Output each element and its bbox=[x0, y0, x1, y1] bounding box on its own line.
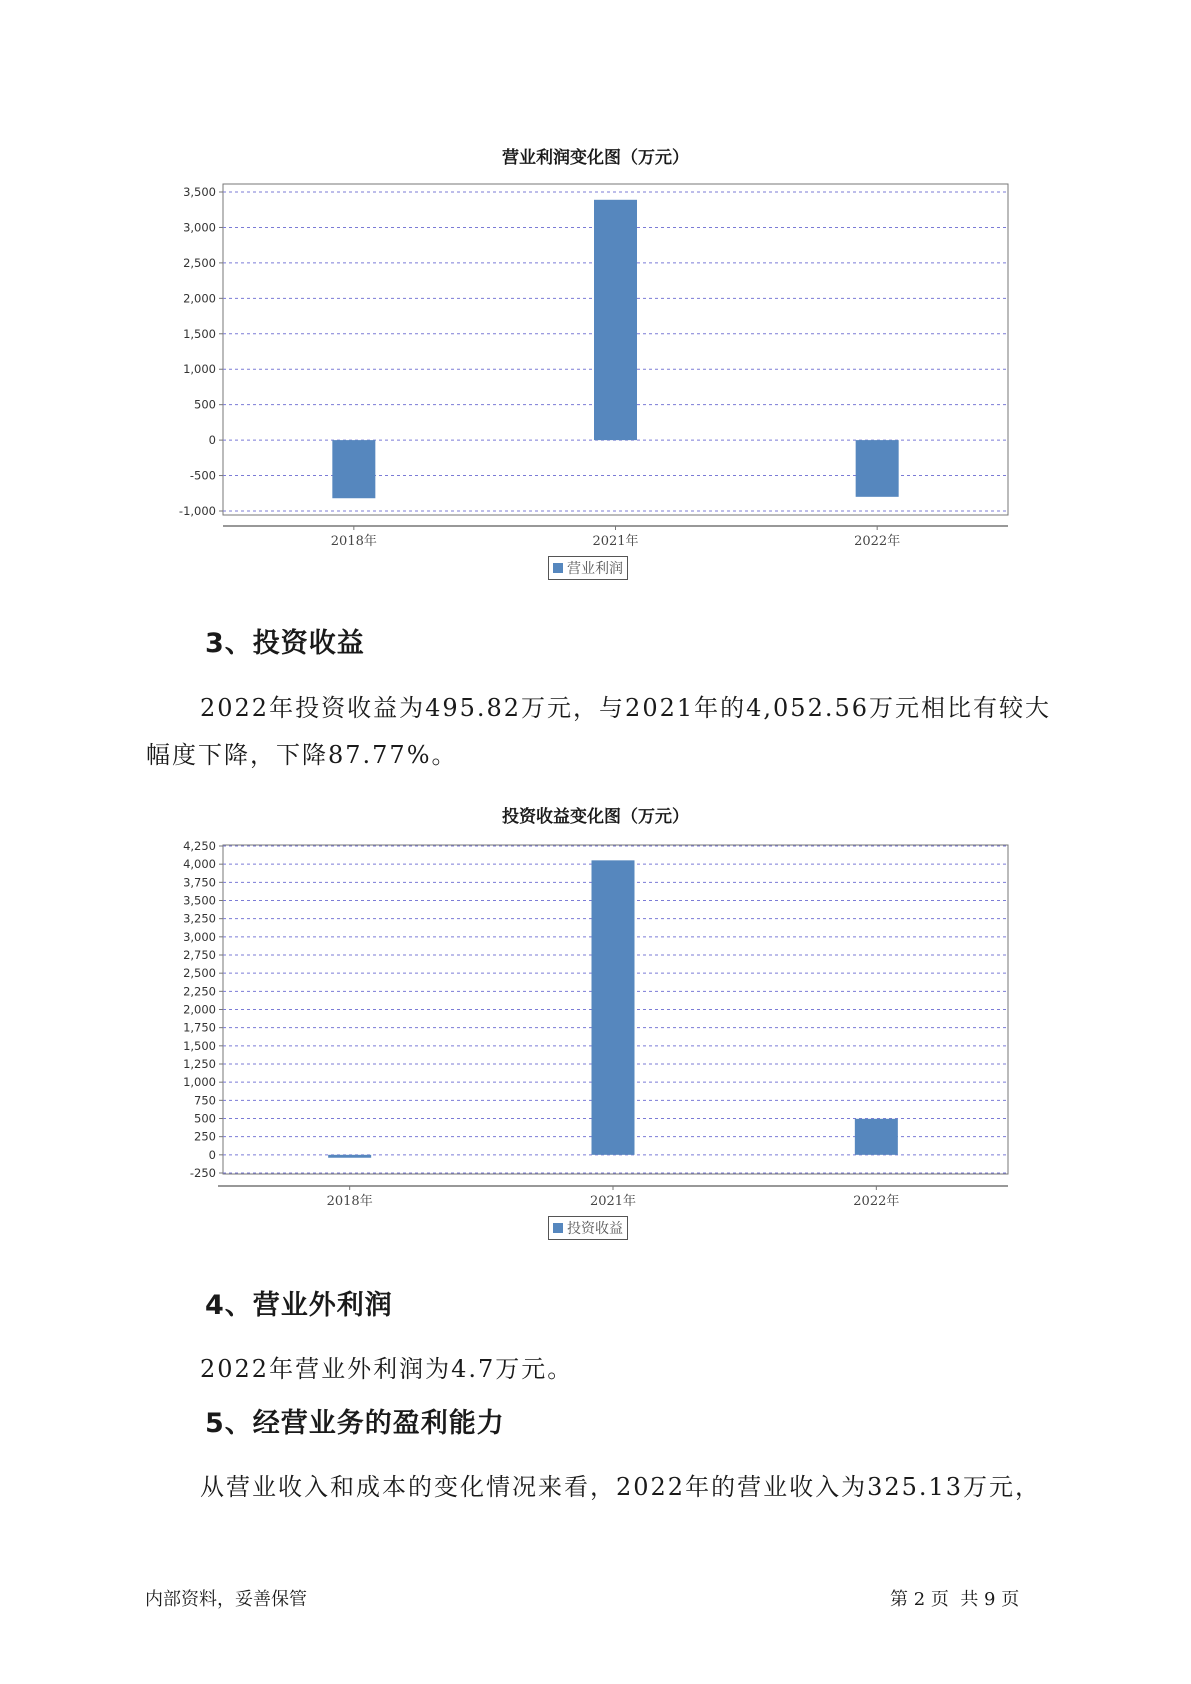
x-tick-label: 2021年 bbox=[592, 534, 639, 549]
y-tick-label: 1,000 bbox=[183, 362, 216, 377]
bar-2022年 bbox=[855, 1119, 898, 1155]
y-tick-label: 2,750 bbox=[183, 948, 216, 962]
y-tick-label: 2,250 bbox=[183, 984, 216, 999]
chart1-title: 营业利润变化图（万元） bbox=[502, 148, 689, 168]
bar-2021年 bbox=[592, 860, 635, 1154]
chart2-legend bbox=[548, 1216, 628, 1240]
x-tick-label: 2022年 bbox=[853, 1194, 900, 1209]
y-tick-label: 500 bbox=[194, 1111, 216, 1126]
footer-page-number: 第 2 页 共 9 页 bbox=[890, 1589, 1020, 1610]
y-tick-label: 3,750 bbox=[183, 875, 216, 890]
y-tick-label: -1,000 bbox=[178, 504, 216, 518]
y-tick-label: 3,250 bbox=[183, 911, 216, 926]
chart2-title: 投资收益变化图（万元） bbox=[502, 807, 689, 827]
y-tick-label: 3,500 bbox=[183, 185, 216, 199]
y-tick-label: 1,500 bbox=[183, 1038, 216, 1053]
y-tick-label: 2,000 bbox=[183, 1002, 216, 1017]
section-5-paragraph-line1: 从营业收入和成本的变化情况来看，2022年的营业收入为325.13万元， bbox=[200, 1473, 1042, 1501]
y-tick-label: 2,500 bbox=[183, 966, 216, 981]
y-tick-label: -250 bbox=[189, 1166, 216, 1180]
y-tick-label: 3,000 bbox=[183, 220, 216, 235]
y-tick-label: 4,000 bbox=[183, 857, 216, 872]
y-tick-label: 0 bbox=[208, 433, 216, 448]
legend-swatch bbox=[553, 1223, 563, 1233]
y-tick-label: 250 bbox=[194, 1129, 216, 1144]
section-4-heading: 4、营业外利润 bbox=[205, 1290, 393, 1321]
y-tick-label: 1,250 bbox=[183, 1057, 216, 1071]
chart1-legend-label: 营业利润 bbox=[567, 561, 623, 577]
section-5-heading: 5、经营业务的盈利能力 bbox=[205, 1408, 505, 1439]
y-tick-label: 1,000 bbox=[183, 1075, 216, 1090]
section-3-paragraph-line2: 幅度下降，下降87.77%。 bbox=[146, 741, 458, 769]
y-tick-label: -500 bbox=[189, 468, 216, 483]
y-tick-label: 1,500 bbox=[183, 326, 216, 341]
x-tick-label: 2018年 bbox=[326, 1194, 373, 1209]
section-4-paragraph: 2022年营业外利润为4.7万元。 bbox=[200, 1355, 574, 1383]
y-tick-label: 3,000 bbox=[183, 929, 216, 944]
chart2-legend-label: 投资收益 bbox=[567, 1221, 623, 1237]
y-tick-label: 750 bbox=[194, 1093, 216, 1108]
section-3-paragraph-line1: 2022年投资收益为495.82万元，与2021年的4,052.56万元相比有较大 bbox=[200, 694, 1052, 722]
y-tick-label: 1,750 bbox=[183, 1020, 216, 1035]
y-tick-label: 0 bbox=[208, 1147, 216, 1162]
y-tick-label: 2,000 bbox=[183, 291, 216, 306]
x-tick-label: 2022年 bbox=[854, 534, 901, 549]
x-tick-label: 2021年 bbox=[589, 1194, 637, 1209]
y-tick-label: 4,250 bbox=[183, 839, 216, 853]
section-3-heading: 3、投资收益 bbox=[205, 628, 365, 659]
y-tick-label: 2,500 bbox=[183, 255, 216, 270]
y-tick-label: 500 bbox=[194, 397, 216, 412]
footer-confidential-note: 内部资料，妥善保管 bbox=[145, 1589, 307, 1610]
y-tick-label: 3,500 bbox=[183, 893, 216, 908]
bar-2018年 bbox=[328, 1155, 371, 1158]
x-tick-label: 2018年 bbox=[330, 534, 377, 549]
